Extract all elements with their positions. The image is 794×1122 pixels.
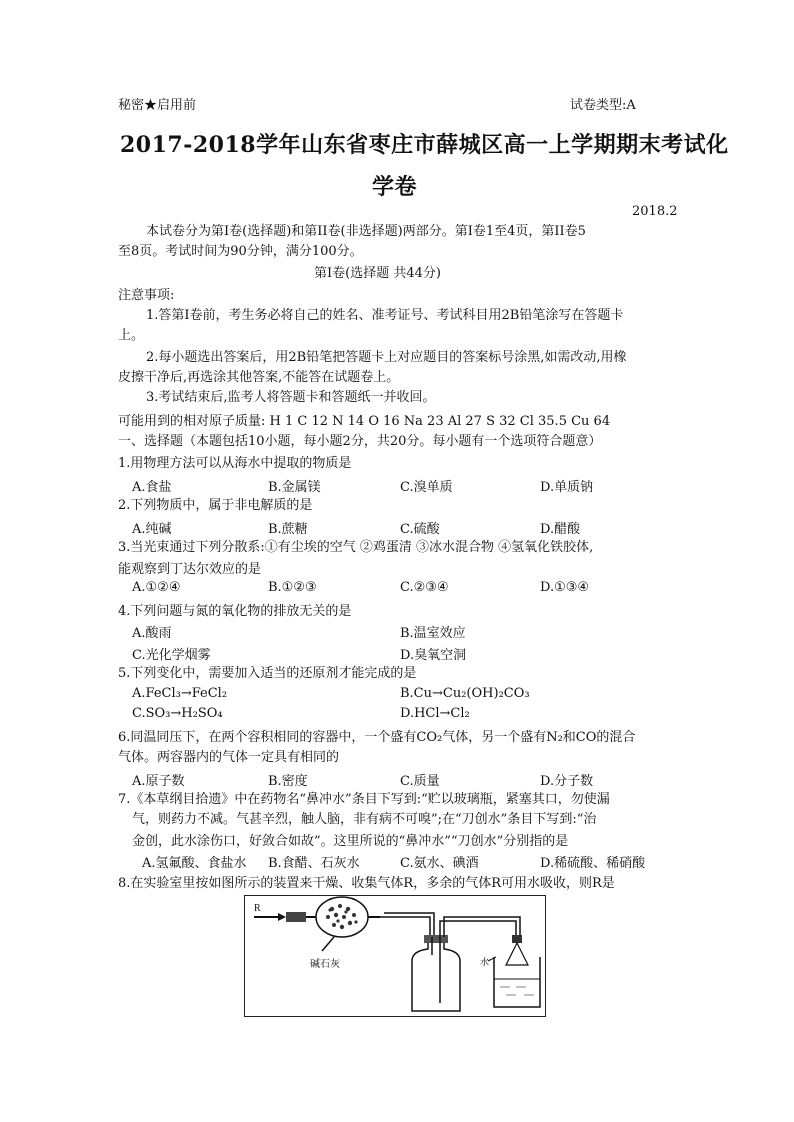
q4-option-a: A.酸雨 xyxy=(132,626,172,641)
q5-option-c: C.SO₃→H₂SO₄ xyxy=(132,706,223,721)
q6-stem-line2: 气体。两容器内的气体一定具有相同的 xyxy=(118,750,340,765)
water-label: 水 xyxy=(480,957,490,967)
q5-stem: 5.下列变化中，需要加入适当的还原剂才能完成的是 xyxy=(118,666,417,681)
water-dashes xyxy=(500,987,534,995)
gas-collection-apparatus-figure xyxy=(244,895,546,1017)
q7-stem-line1: 7.《本草纲目拾遗》中在药物名“鼻冲水”条目下写到:“贮以玻璃瓶，紧塞其口，勿使漏 xyxy=(118,792,610,807)
drying-agent-label: 碱石灰 xyxy=(310,959,340,970)
note-1b: 上。 xyxy=(118,328,145,343)
header-left: 秘密★启用前 xyxy=(118,98,197,113)
q1-options xyxy=(118,476,678,496)
note-2a: 2.每小题选出答案后，用2B铅笔把答题卡上对应题目的答案标号涂黑,如需改动,用橡 xyxy=(146,350,627,365)
q4-option-d: D.臭氧空洞 xyxy=(400,648,467,663)
q5-options-row1 xyxy=(118,686,678,706)
q1-option-d: D.单质钠 xyxy=(540,480,594,495)
q6-options xyxy=(118,770,678,790)
q5-option-a: A.FeCl₃→FeCl₂ xyxy=(132,686,228,701)
section-title: 第I卷(选择题 共44分) xyxy=(314,266,441,281)
q5-options-row2 xyxy=(118,706,678,726)
note-1a: 1.答第I卷前，考生务必将自己的姓名、准考证号、考试科目用2B铅笔涂写在答题卡 xyxy=(146,308,624,323)
q6-option-c: C.质量 xyxy=(400,774,440,789)
q4-stem: 4.下列问题与氮的氧化物的排放无关的是 xyxy=(118,604,352,619)
q2-option-c: C.硫酸 xyxy=(400,522,440,537)
connecting-tube-2 xyxy=(440,921,516,941)
q2-options xyxy=(118,518,678,538)
q3-stem-line1: 3.当光束通过下列分散系:①有尘埃的空气 ②鸡蛋清 ③冰水混合物 ④氢氧化铁胶体, xyxy=(118,540,594,555)
q6-option-a: A.原子数 xyxy=(132,774,185,789)
q3-option-b: B.①②③ xyxy=(268,580,317,595)
q8-stem: 8.在实验室里按如图所示的装置来干燥、收集气体R，多余的气体R可用水吸收，则R是 xyxy=(118,876,615,891)
q4-option-b: B.温室效应 xyxy=(400,626,466,641)
collection-bottle xyxy=(412,943,460,1011)
header-right: 试卷类型:A xyxy=(570,98,636,113)
q4-options-row2 xyxy=(118,644,678,664)
q4-option-c: C.光化学烟雾 xyxy=(132,648,211,663)
exam-title-line2: 学卷 xyxy=(372,174,418,200)
q2-option-a: A.纯碱 xyxy=(132,522,172,537)
q7-option-a: A.氢氟酸、食盐水 xyxy=(142,856,247,871)
part1-heading: 一、选择题（本题包括10小题，每小题2分，共20分。每小题有一个选项符合题意） xyxy=(118,434,602,449)
gas-inlet-label: R xyxy=(254,903,261,914)
q1-option-c: C.溴单质 xyxy=(400,480,453,495)
q3-stem-line2: 能观察到丁达尔效应的是 xyxy=(118,562,262,577)
exam-title-line1: 2017-2018学年山东省枣庄市薛城区高一上学期期末考试化 xyxy=(120,132,729,158)
q1-option-b: B.金属镁 xyxy=(268,480,321,495)
q2-option-b: B.蔗糖 xyxy=(268,522,308,537)
q3-options xyxy=(118,580,678,600)
exam-date: 2018.2 xyxy=(632,204,678,219)
q7-options xyxy=(118,852,678,872)
q4-options-row1 xyxy=(118,622,678,642)
q6-stem-line1: 6.同温同压下，在两个容积相同的容器中，一个盛有CO₂气体，另一个盛有N₂和CO的混合 xyxy=(118,730,636,745)
q2-option-d: D.醋酸 xyxy=(540,522,581,537)
notes-heading: 注意事项: xyxy=(118,288,175,303)
q3-option-c: C.②③④ xyxy=(400,580,449,595)
q5-option-d: D.HCl→Cl₂ xyxy=(400,706,470,721)
note-3: 3.考试结束后,监考人将答题卡和答题纸一并收回。 xyxy=(146,390,436,405)
q3-option-d: D.①③④ xyxy=(540,580,590,595)
connecting-tube-1 xyxy=(380,917,430,937)
q7-option-b: B.食醋、石灰水 xyxy=(268,856,360,871)
intro-line2: 至8页。考试时间为90分钟，满分100分。 xyxy=(118,244,363,259)
q6-option-d: D.分子数 xyxy=(540,774,594,789)
q1-stem: 1.用物理方法可以从海水中提取的物质是 xyxy=(118,456,352,471)
q5-option-b: B.Cu→Cu₂(OH)₂CO₃ xyxy=(400,686,530,701)
q7-stem-line3: 金创，此水涂伤口，好敛合如故”。这里所说的“鼻冲水”“刀创水”分别指的是 xyxy=(132,834,569,849)
intro-line1: 本试卷分为第I卷(选择题)和第II卷(非选择题)两部分。第I卷1至4页，第II卷5 xyxy=(146,224,586,239)
atomic-masses: 可能用到的相对原子质量: H 1 C 12 N 14 O 16 Na 23 Al 27 S 32 Cl 35.5 Cu 64 xyxy=(118,414,611,429)
q1-option-a: A.食盐 xyxy=(132,480,172,495)
q6-option-b: B.密度 xyxy=(268,774,308,789)
q7-option-d: D.稀硫酸、稀硝酸 xyxy=(540,856,646,871)
inlet-connector xyxy=(286,912,306,922)
inverted-funnel xyxy=(506,943,528,965)
q2-stem: 2.下列物质中，属于非电解质的是 xyxy=(118,498,313,513)
q7-option-c: C.氨水、碘酒 xyxy=(400,856,479,871)
q7-stem-line2: 气，则药力不减。气甚辛烈，触人脑，非有病不可嗅”;在“刀创水”条目下写到:“治 xyxy=(132,812,597,827)
q3-option-a: A.①②④ xyxy=(132,580,181,595)
note-2b: 皮擦干净后,再选涂其他答案,不能答在试题卷上。 xyxy=(118,370,400,385)
